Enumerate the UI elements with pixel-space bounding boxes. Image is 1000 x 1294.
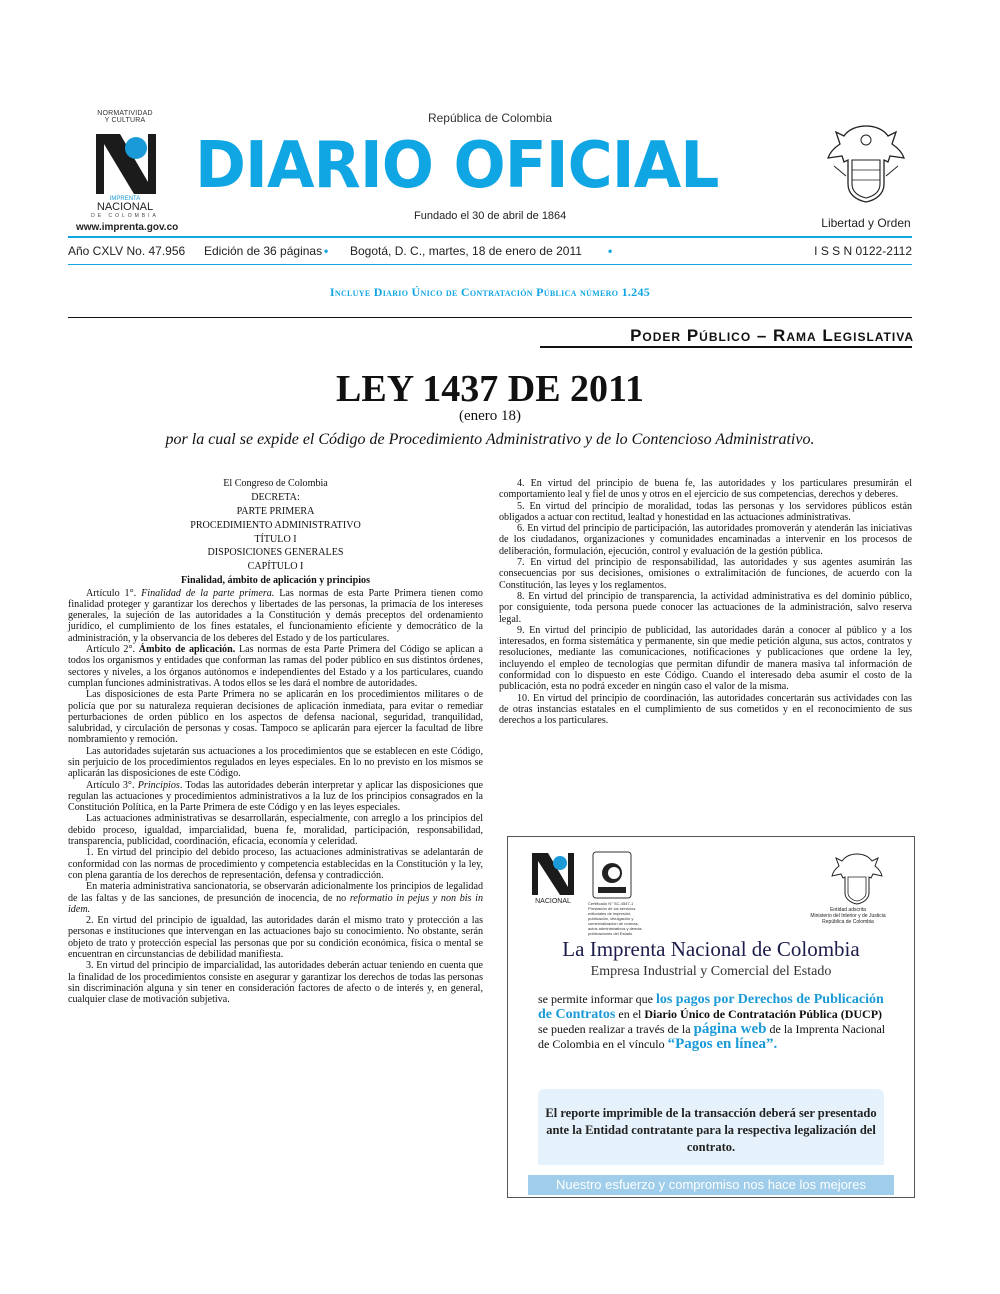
certification-text: Certificado N° SC-4547-1 Prestación de los servicios editoriales de impresión, publicación, divulgación y comercialización de normas, actos administrativos y demás publicaciones del Estado xyxy=(588,901,642,936)
imprenta-logo-icon xyxy=(528,851,578,905)
part-name: PROCEDIMIENTO ADMINISTRATIVO xyxy=(190,519,361,531)
separator-dot-icon: • xyxy=(608,244,613,258)
infobar-rule xyxy=(68,264,912,265)
notice-footer-slogan: Nuestro esfuerzo y compromiso nos hace los mejores xyxy=(528,1175,894,1195)
republica-label: República de Colombia xyxy=(427,111,553,125)
right-column xyxy=(499,478,912,727)
logo-imprenta-text: IMPRENTA xyxy=(109,196,141,202)
logo-colombia-text: DE COLOMBIA xyxy=(91,213,159,219)
article-2: Artículo 2°. Ámbito de aplicación. Las normas de esta Parte Primera del Código se aplican a todos los organismos y entidades que conforman las ramas del poder público en sus distintos órdenes, sectores y niveles, a los órganos autónomos e independientes del Estado y a los particulares, cuando cumplan funciones administrativas. A todos ellos se les dará el nombre de autoridades. xyxy=(68,644,483,689)
masthead-rule xyxy=(68,236,912,238)
masthead-title: DIARIO OFICIAL xyxy=(195,129,719,203)
title-heading: TÍTULO I xyxy=(254,533,297,545)
paragraph: 1. En virtud del principio del debido proceso, las actuaciones administrativas se adelantarán de conformidad con las normas de procedimiento y competencia establecidas en la Constitución y la ley, con plena garantía de los derechos de representación, defensa y contradicción. xyxy=(68,847,483,881)
issue-info-bar xyxy=(68,244,912,262)
paragraph: 6. En virtud del principio de participación, las autoridades promoverán y atenderán las iniciativas de los ciudadanos, organizaciones y comunidades encaminadas a intervenir en los procesos de deliberación, formulación, ejecución, control y evaluación de la gestión pública. xyxy=(499,523,912,557)
chapter-name: Finalidad, ámbito de aplicación y principios xyxy=(180,575,370,587)
paragraph: 7. En virtud del principio de responsabilidad, las autoridades y sus agentes asumirán las consecuencias por sus decisiones, omisiones o extralimitación de funciones, de acuerdo con la Constitución, las leyes y los reglamentos. xyxy=(499,557,912,591)
logo-top-text: NORMATIVIDAD Y CULTURA xyxy=(97,110,153,124)
paragraph: Las actuaciones administrativas se desarrollarán, especialmente, con arreglo a los principios del debido proceso, igualdad, imparcialidad, buena fe, moralidad, participación, responsabilidad, transparencia, publicidad, coordinación, eficacia, economía y celeridad. xyxy=(68,813,483,848)
law-subtitle: por la cual se expide el Código de Procedimiento Administrativo y de lo Contencioso Administrativo. xyxy=(165,431,815,448)
ad-logo-label: NACIONAL xyxy=(535,898,571,905)
paragraph: 10. En virtud del principio de coordinación, las autoridades concertarán sus actividades con las de otras instancias estatales en el cumplimiento de sus cometidos y en el reconocimiento de sus derechos a los particulares. xyxy=(499,692,912,727)
notice-callout-text: El reporte imprimible de la transacción deberá ser presentado ante la Entidad contratante para la respectiva legalización del contrato. xyxy=(545,1106,877,1154)
part-heading: PARTE PRIMERA xyxy=(236,505,315,517)
title-name: DISPOSICIONES GENERALES xyxy=(207,547,344,559)
motto-label: Libertad y Orden xyxy=(821,216,911,230)
ministry-label: Entidad adscrita Ministerio del Interior y de Justicia República de Colombia xyxy=(810,907,886,925)
decree-heading: El Congreso de Colombia xyxy=(223,478,328,489)
coat-of-arms-icon xyxy=(830,851,884,905)
notice-title: La Imprenta Nacional de Colombia xyxy=(562,937,860,961)
certification-seal-icon xyxy=(592,851,632,899)
left-column xyxy=(68,478,483,1006)
section-bottom-rule xyxy=(540,346,912,348)
issue-edition: Edición de 36 páginas xyxy=(204,244,323,258)
imprenta-logo-mark-icon xyxy=(90,128,160,198)
paragraph: 3. En virtud del principio de imparcialidad, las autoridades deberán actuar teniendo en cuenta que la finalidad de los procedimientos consiste en asegurar y garantizar los derechos de todas las personas sin discriminación alguna y sin tener en consideración factores de afecto o de interés y, en general, cualquier clase de motivación subjetiva. xyxy=(68,960,483,1006)
coat-of-arms-icon xyxy=(826,122,906,206)
notice-callout xyxy=(538,1089,884,1165)
paragraph: Las disposiciones de esta Parte Primera no se aplicarán en los procedimientos militares o de policía que por su naturaleza requieran decisiones de aplicación inmediata, para evitar o remediar perturbaciones de orden público en los aspectos de defensa nacional, seguridad, tranquilidad, salubridad, y circulación de personas y cosas. Tampoco se aplicarán para ejercer la facultad de libre nombramiento y remoción. xyxy=(68,689,483,746)
imprenta-notice-box xyxy=(507,836,915,1198)
founded-label: Fundado el 30 de abril de 1864 xyxy=(414,210,567,222)
separator-dot-icon: • xyxy=(324,244,329,258)
issue-place-date: Bogotá, D. C., martes, 18 de enero de 2011 xyxy=(350,244,582,258)
paragraph: En materia administrativa sancionatoria, se observarán adicionalmente los principios de legalidad de las faltas y de las sanciones, de presunción de inocencia, de no reformatio in pejus y non bis in idem. xyxy=(68,881,483,915)
supplement-note: Incluye Diario Único de Contratación Pública número 1.245 xyxy=(329,285,651,299)
notice-subtitle: Empresa Industrial y Comercial del Estado xyxy=(590,964,832,979)
imprenta-logo xyxy=(84,110,166,230)
section-heading: Poder Público – Rama Legislativa xyxy=(630,326,914,345)
notice-body: se permite informar que los pagos por Derechos de Publicación de Contratos en el Diario Único de Contratación Pública (DUCP) se pueden realizar a través de la página web de la Imprenta Nacional de Colombia en el vínculo “Pagos en línea”. xyxy=(538,992,886,1052)
law-date: (enero 18) xyxy=(458,408,522,424)
pagos-en-linea-link[interactable]: “Pagos en línea”. xyxy=(667,1036,778,1052)
imprenta-url[interactable]: www.imprenta.gov.co xyxy=(76,222,179,233)
paragraph: 2. En virtud del principio de igualdad, las autoridades darán el mismo trato y protección a las personas e instituciones que intervengan en las actuaciones bajo su conocimiento. No obstante, serán objeto de trato y protección especial las personas que por su condición económica, física o mental se encuentran en circunstancias de debilidad manifiesta. xyxy=(68,915,483,961)
article-3: Artículo 3°. Principios. Todas las autoridades deberán interpretar y aplicar las disposiciones que regulan las actuaciones y procedimientos administrativos a la luz de los principios consagrados en la Constitución Política, en la Parte Primera de este Código y en las leyes especiales. xyxy=(68,779,483,814)
issue-issn: I S S N 0122-2112 xyxy=(814,244,912,258)
logo-nacional-text: NACIONAL xyxy=(96,201,154,213)
paragraph: 4. En virtud del principio de buena fe, las autoridades y los particulares presumirán el comportamiento leal y fiel de unos y otros en el ejercicio de sus competencias, derechos y deberes. xyxy=(499,478,912,501)
section-top-rule xyxy=(68,317,912,318)
paragraph: Las autoridades sujetarán sus actuaciones a los procedimientos que se establecen en este Código, sin perjuicio de los procedimientos regulados en leyes especiales. En lo no previsto en los mismos se aplicarán las disposiciones de este Código. xyxy=(68,745,483,780)
paragraph: 9. En virtud del principio de publicidad, las autoridades darán a conocer al público y a los interesados, en forma sistemática y permanente, sin que medie petición alguna, sus actos, contratos y resoluciones, mediante las comunicaciones, notificaciones y publicaciones que ordene la ley, incluyendo el empleo de tecnologías que permitan difundir de manera masiva tal información de conformidad con lo dispuesto en este Código. Cuando el interesado deba asumir el costo de la publicación, esta no podrá exceder en ningún caso el valor de la misma. xyxy=(499,624,912,693)
paragraph: 8. En virtud del principio de transparencia, la actividad administrativa es del dominio público, por consiguiente, toda persona puede conocer las actuaciones de la administración, salvo reserva legal. xyxy=(499,590,912,625)
issue-year-number: Año CXLV No. 47.956 xyxy=(68,244,186,258)
article-1: Artículo 1°. Finalidad de la parte primera. Las normas de esta Parte Primera tienen como finalidad proteger y garantizar los derechos y libertades de las personas, la primacía de los intereses generales, la sujeción de las autoridades a la Constitución y demás preceptos del ordenamiento jurídico, el cumplimiento de los fines estatales, el funcionamiento eficiente y democrático de la administración, y la observancia de los deberes del Estado y de los particulares. xyxy=(68,587,483,644)
decree-heading: DECRETA: xyxy=(251,491,300,503)
law-title: LEY 1437 DE 2011 xyxy=(336,368,644,410)
chapter-heading: CAPÍTULO I xyxy=(247,561,304,573)
paragraph: 5. En virtud del principio de moralidad, todas las personas y los servidores públicos están obligados a actuar con rectitud, lealtad y honestidad en las actuaciones administrativas. xyxy=(499,500,912,523)
